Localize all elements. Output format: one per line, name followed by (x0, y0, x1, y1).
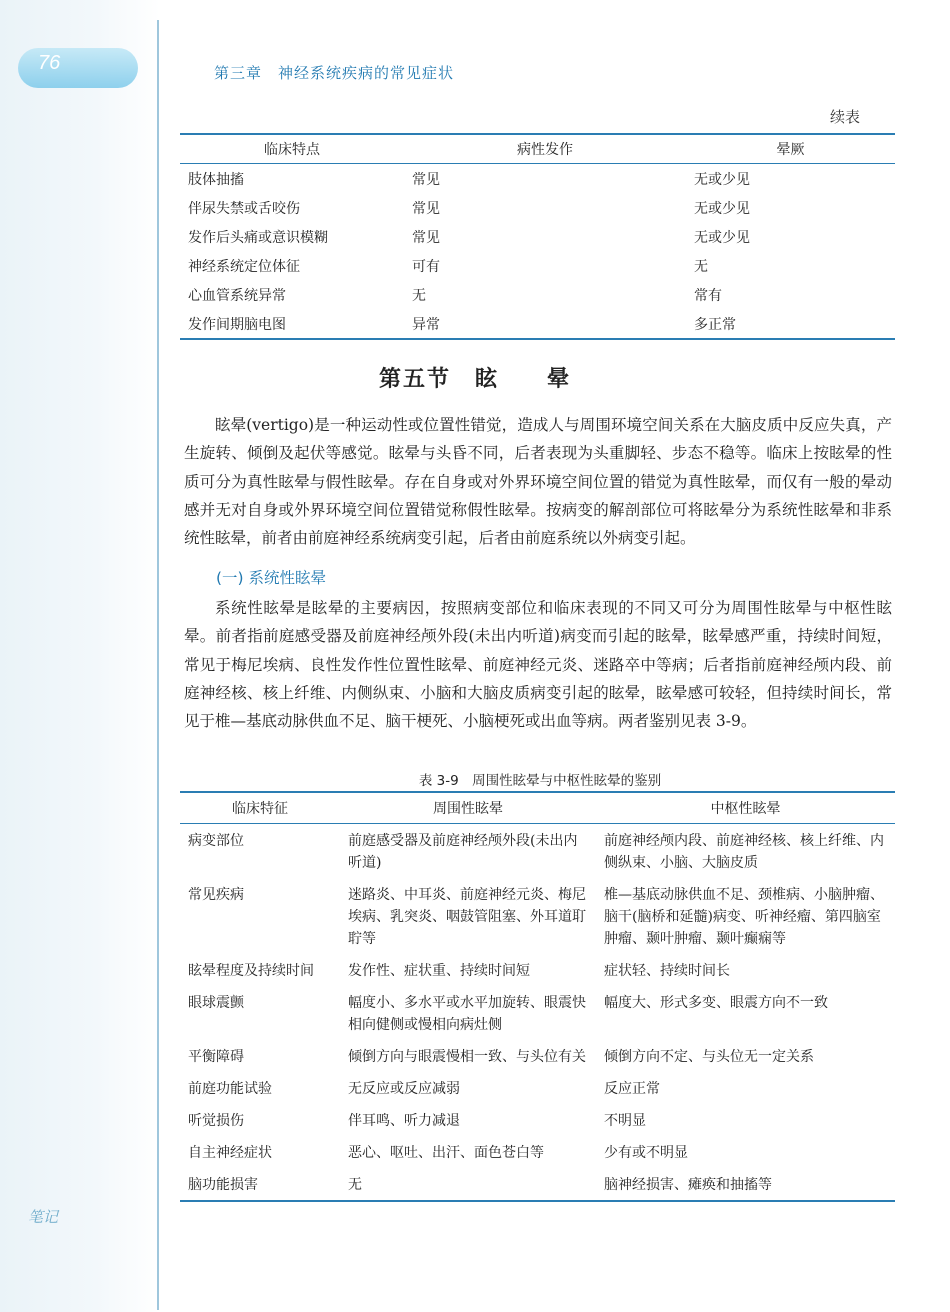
table-cell: 发作间期脑电图 (180, 309, 404, 339)
table-cell: 肢体抽搐 (188, 171, 244, 188)
table-row (180, 251, 895, 280)
table-cell: 少有或不明显 (604, 1145, 688, 1161)
table-cell: 可有 (412, 258, 440, 275)
table-row (180, 222, 895, 251)
table-cell: 脑功能损害 (180, 1168, 340, 1201)
table-cell: 无 (412, 287, 426, 304)
table-row (180, 954, 895, 986)
section-title: 第五节 眩 晕 (378, 367, 571, 392)
column-header: 周围性眩晕 (340, 792, 596, 824)
table-cell: 眩晕程度及持续时间 (188, 963, 314, 979)
table-cell: 常见疾病 (188, 887, 244, 903)
table-cell: 自主神经症状 (188, 1145, 272, 1161)
table-cell: 倾倒方向不定、与头位无一定关系 (604, 1049, 814, 1065)
table-cell: 幅度大、形式多变、眼震方向不一致 (604, 995, 828, 1011)
subheading-systemic-vertigo: (一) 系统性眩晕 (216, 569, 327, 587)
table-cell: 常见 (412, 229, 440, 246)
vertigo-comparison-table (180, 791, 895, 1202)
table-cell: 恶心、呕吐、出汗、面色苍白等 (348, 1145, 544, 1161)
page-number-badge (18, 48, 138, 88)
table-row (180, 1040, 895, 1072)
table-cell: 反应正常 (604, 1081, 660, 1097)
table-cell: 前庭感受器及前庭神经颅外段(未出内听道) (348, 833, 578, 871)
table-row (180, 1136, 895, 1168)
table-row (180, 193, 895, 222)
table-cell: 前庭神经颅内段、前庭神经核、核上纤维、内侧纵束、小脑、大脑皮质 (604, 833, 884, 871)
table-cell: 无或少见 (694, 200, 750, 217)
page-number: 76 (38, 52, 61, 74)
table-row (180, 824, 895, 879)
table-cell: 无 (694, 258, 708, 275)
table-cell: 椎—基底动脉供血不足、颈椎病、小脑肿瘤、脑干(脑桥和延髓)病变、听神经瘤、第四脑室肿瘤、颞叶肿瘤、颞叶癫痫等 (604, 887, 884, 947)
paragraph-vertigo-definition: 眩晕(vertigo)是一种运动性或位置性错觉，造成人与周围环境空间关系在大脑皮质中反应失真，产生旋转、倾倒及起伏等感觉。眩晕与头昏不同，后者表现为头重脚轻、步态不稳等。临床上按眩晕的性质可分为真性眩晕与假性眩晕。存在自身或对外界环境空间位置的错觉为真性眩晕，而仅有一般的晕动感并无对自身或外界环境空间位置错觉称假性眩晕。按病变的解剖部位可将眩晕分为系统性眩晕和非系统性眩晕，前者由前庭神经系统病变引起，后者由前庭系统以外病变引起。 (184, 416, 892, 548)
continued-label: 续表 (829, 108, 860, 126)
table-cell: 发作性、症状重、持续时间短 (348, 963, 530, 979)
table-row (180, 1104, 895, 1136)
table-cell: 眼球震颤 (188, 995, 244, 1011)
table-cell: 前庭功能试验 (188, 1081, 272, 1097)
table-cell: 无或少见 (694, 229, 750, 246)
table-cell: 伴尿失禁或舌咬伤 (188, 200, 300, 217)
table-cell: 幅度小、多水平或水平加旋转、眼震快相向健侧或慢相向病灶侧 (348, 995, 586, 1033)
table-cell: 常有 (694, 287, 722, 304)
table-cell: 病变部位 (188, 833, 244, 849)
table-cell: 发作后头痛或意识模糊 (188, 229, 328, 246)
table-cell: 常见 (412, 171, 440, 188)
table-row (180, 986, 895, 1040)
table-row (180, 164, 895, 194)
table-caption: 表 3-9 周围性眩晕与中枢性眩晕的鉴别 (418, 773, 662, 789)
table-row (180, 309, 895, 339)
column-header: 中枢性眩晕 (596, 792, 895, 824)
column-header: 病性发作 (404, 134, 686, 164)
table-cell: 迷路炎、中耳炎、前庭神经元炎、梅尼埃病、乳突炎、咽鼓管阻塞、外耳道耵聍等 (348, 887, 586, 947)
margin-band (0, 0, 160, 1312)
table-cell: 伴耳鸣、听力减退 (348, 1113, 460, 1129)
chapter-title: 第三章 神经系统疾病的常见症状 (214, 64, 455, 82)
table-cell: 平衡障碍 (188, 1049, 244, 1065)
column-header: 临床特点 (180, 134, 404, 164)
table-cell: 脑神经损害、瘫痪和抽搐等 (596, 1168, 895, 1201)
paragraph-systemic-vertigo: 系统性眩晕是眩晕的主要病因，按照病变部位和临床表现的不同又可分为周围性眩晕与中枢性眩晕。前者指前庭感受器及前庭神经颅外段(未出内听道)病变而引起的眩晕，眩晕感严重，持续时间短，常见于梅尼埃病、良性发作性位置性眩晕、前庭神经元炎、迷路卒中等病；后者指前庭神经颅内段、前庭神经核、核上纤维、内侧纵束、小脑和大脑皮质病变引起的眩晕，眩晕感可较轻，但持续时间长，常见于椎—基底动脉供血不足、脑干梗死、小脑梗死或出血等病。两者鉴别见表 3-9。 (184, 599, 892, 731)
column-header: 临床特征 (180, 792, 340, 824)
notes-label: 笔记 (28, 1208, 59, 1226)
table-header-row (180, 134, 895, 164)
syncope-comparison-table (180, 133, 895, 340)
table-cell: 无反应或反应减弱 (348, 1081, 460, 1097)
table-cell: 症状轻、持续时间长 (604, 963, 730, 979)
table-row (180, 280, 895, 309)
table-row (180, 1072, 895, 1104)
margin-rule (157, 20, 159, 1310)
table-cell: 听觉损伤 (188, 1113, 244, 1129)
table-cell: 常见 (412, 200, 440, 217)
table-cell: 不明显 (604, 1113, 646, 1129)
table-cell: 异常 (404, 309, 686, 339)
table-cell: 多正常 (686, 309, 895, 339)
table-row (180, 878, 895, 954)
column-header: 晕厥 (686, 134, 895, 164)
table-cell: 心血管系统异常 (188, 287, 286, 304)
table-row (180, 1168, 895, 1201)
table-cell: 倾倒方向与眼震慢相一致、与头位有关 (348, 1049, 586, 1065)
table-cell: 神经系统定位体征 (188, 258, 300, 275)
table-header-row (180, 792, 895, 824)
table-cell: 无 (340, 1168, 596, 1201)
table-cell: 无或少见 (694, 171, 750, 188)
